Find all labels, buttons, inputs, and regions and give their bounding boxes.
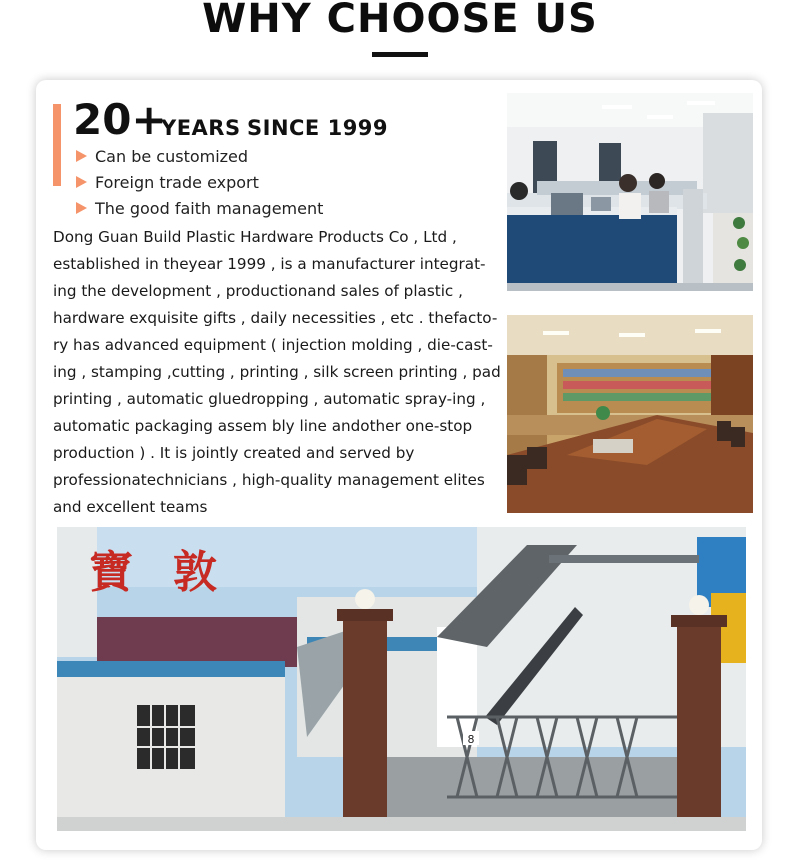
company-description: Dong Guan Build Plastic Hardware Products Co , Ltd , established in theyear 1999 , is a manufacturer integrat-ing the development , productionand sales of plastic , hardware exquisite gifts , daily necessities , etc . thefacto-ry has advanced equipment ( injection molding , die-cast-ing , stamping ,cutting , printing , silk screen printing , pad printing , automatic gluedropping , automatic spray-ing , automatic packaging assem bly line andother one-stop production ) . It is jointly created and served by professionatechnicians , high-quality management elites and excellent teams: [53, 228, 501, 516]
feature-item: [76, 169, 323, 195]
triangle-right-icon: [76, 202, 87, 214]
page-title: WHY CHOOSE US: [202, 0, 598, 42]
feature-list: [76, 143, 323, 221]
years-label: YEARS: [161, 116, 241, 140]
feature-item: [76, 195, 323, 221]
title-underline: [372, 52, 428, 57]
gate-sign: 寶敦: [89, 547, 257, 598]
office-photo: [507, 93, 753, 291]
showroom-photo: [507, 315, 753, 513]
years-number: 20+: [73, 95, 167, 144]
factory-gate-photo: [57, 527, 746, 831]
gate-number: 8: [467, 733, 475, 746]
triangle-right-icon: [76, 176, 87, 188]
feature-label: Foreign trade export: [95, 172, 259, 192]
feature-label: Can be customized: [95, 146, 249, 166]
feature-item: [76, 143, 323, 169]
since-label: SINCE 1999: [247, 116, 389, 140]
feature-label: The good faith management: [95, 198, 324, 218]
triangle-right-icon: [76, 150, 87, 162]
accent-bar: [53, 104, 61, 186]
